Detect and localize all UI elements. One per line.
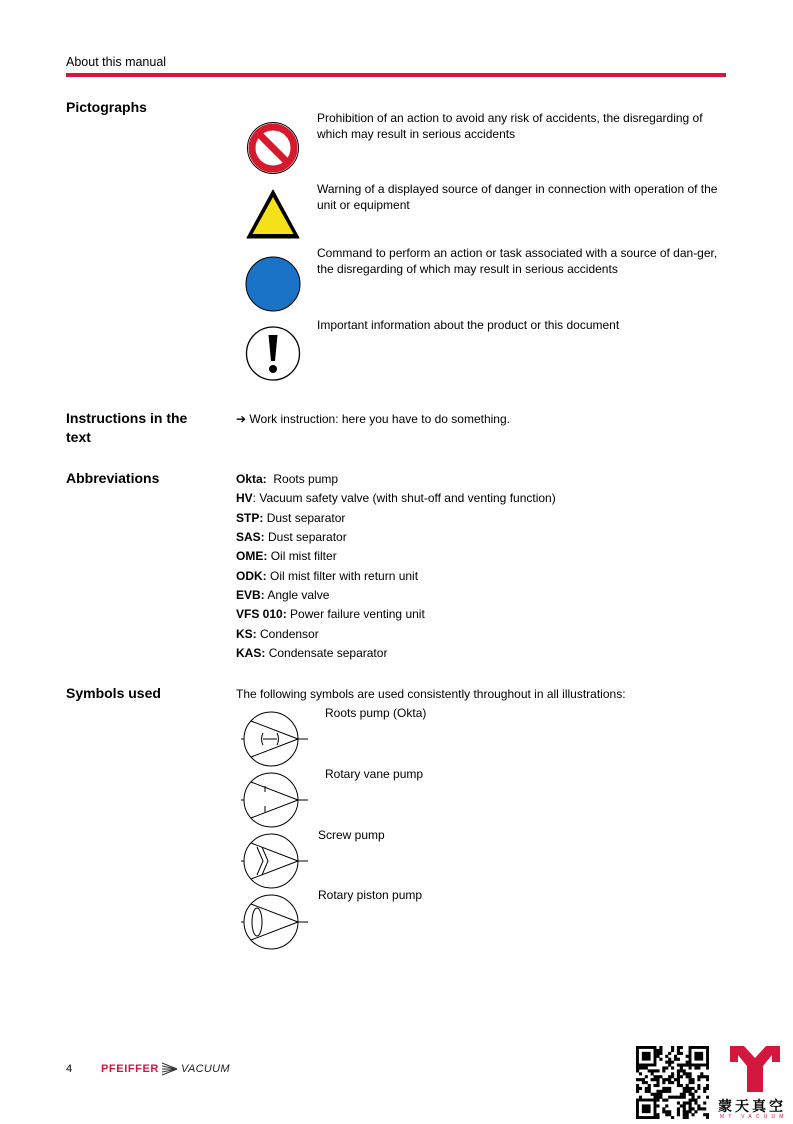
abbreviation-desc: : Vacuum safety valve (with shut-off and venting function) [252,491,556,505]
abbreviation-item [236,587,329,603]
abbreviation-term: SAS: [236,530,265,544]
instructions-heading: Instructions in the text [66,410,188,445]
abbreviation-desc: Power failure venting unit [290,607,425,621]
abbreviation-item [236,471,338,487]
mt-vacuum-logo-icon [730,1046,780,1094]
abbreviation-desc: Oil mist filter with return unit [270,569,419,583]
roots-pump-icon [238,709,310,769]
abbreviation-item [236,490,556,506]
instruction-line [236,411,510,427]
command-icon [245,256,301,312]
pfeiffer-logo-icon [160,1060,180,1078]
abbreviation-desc: Angle valve [267,588,330,602]
abbreviation-desc: Dust separator [268,530,347,544]
pictographs-heading: Pictographs [66,99,147,115]
instruction-text: Work instruction: here you have to do something. [249,412,510,426]
abbreviation-desc: Dust separator [266,511,346,525]
abbreviation-term: EVB: [236,588,265,602]
abbreviation-desc: Condensate separator [268,646,388,660]
abbreviation-term: VFS 010: [236,607,287,621]
warning-icon [245,188,301,240]
mt-vacuum-logo-cn: 蒙天真空 [718,1098,786,1114]
rotary-vane-pump-icon [238,770,310,830]
page-header-title: About this manual [66,55,167,69]
symbols-heading: Symbols used [66,685,161,701]
symbol-label-screw: Screw pump [318,828,385,842]
qr-code-icon [636,1046,709,1119]
abbreviation-term: KS: [236,627,257,641]
important-info-icon [245,325,301,382]
pictograph-text-warning: Warning of a displayed source of danger in connection with operation of the unit or equipment [317,182,718,212]
pictograph-text-command: Command to perform an action or task associated with a source of dan-ger, the disregarding of which may result in serious accidents [317,246,718,276]
arrow-icon: ➔ [236,412,247,426]
abbreviation-term: HV [236,491,253,505]
abbreviation-item [236,548,337,564]
abbreviation-item [236,606,425,622]
abbreviation-desc: Condensor [260,627,319,641]
abbreviation-term: OME: [236,549,268,563]
abbreviation-desc: Roots pump [273,472,339,486]
abbreviation-item [236,645,387,661]
rotary-piston-pump-icon [238,892,310,952]
abbreviation-term: KAS: [236,646,266,660]
pictograph-text-prohibition: Prohibition of an action to avoid any risk of accidents, the disregarding of which may result in serious accidents [317,111,703,141]
mt-vacuum-logo-en: MT VACUUM [720,1114,788,1120]
abbreviation-item [236,529,347,545]
abbreviations-heading: Abbreviations [66,470,160,486]
abbreviation-item [236,568,418,584]
vacuum-logo-text: VACUUM [181,1063,230,1075]
screw-pump-icon [238,831,310,891]
pfeiffer-logo-text: PFEIFFER [101,1063,159,1075]
pictograph-text-important: Important information about the product or this document [317,318,620,332]
abbreviation-term: Okta: [236,472,267,486]
abbreviation-desc: Oil mist filter [270,549,337,563]
header-rule [66,73,726,77]
abbreviation-term: ODK: [236,569,267,583]
symbol-label-roots: Roots pump (Okta) [325,706,427,720]
symbol-label-rotary-vane: Rotary vane pump [325,767,424,781]
abbreviation-item [236,626,319,642]
page-number: 4 [66,1063,73,1075]
symbols-intro: The following symbols are used consistently throughout in all illustrations: [236,687,626,701]
symbol-label-rotary-piston: Rotary piston pump [318,888,423,902]
prohibition-icon [245,120,301,176]
abbreviation-term: STP: [236,511,264,525]
abbreviation-item [236,510,345,526]
